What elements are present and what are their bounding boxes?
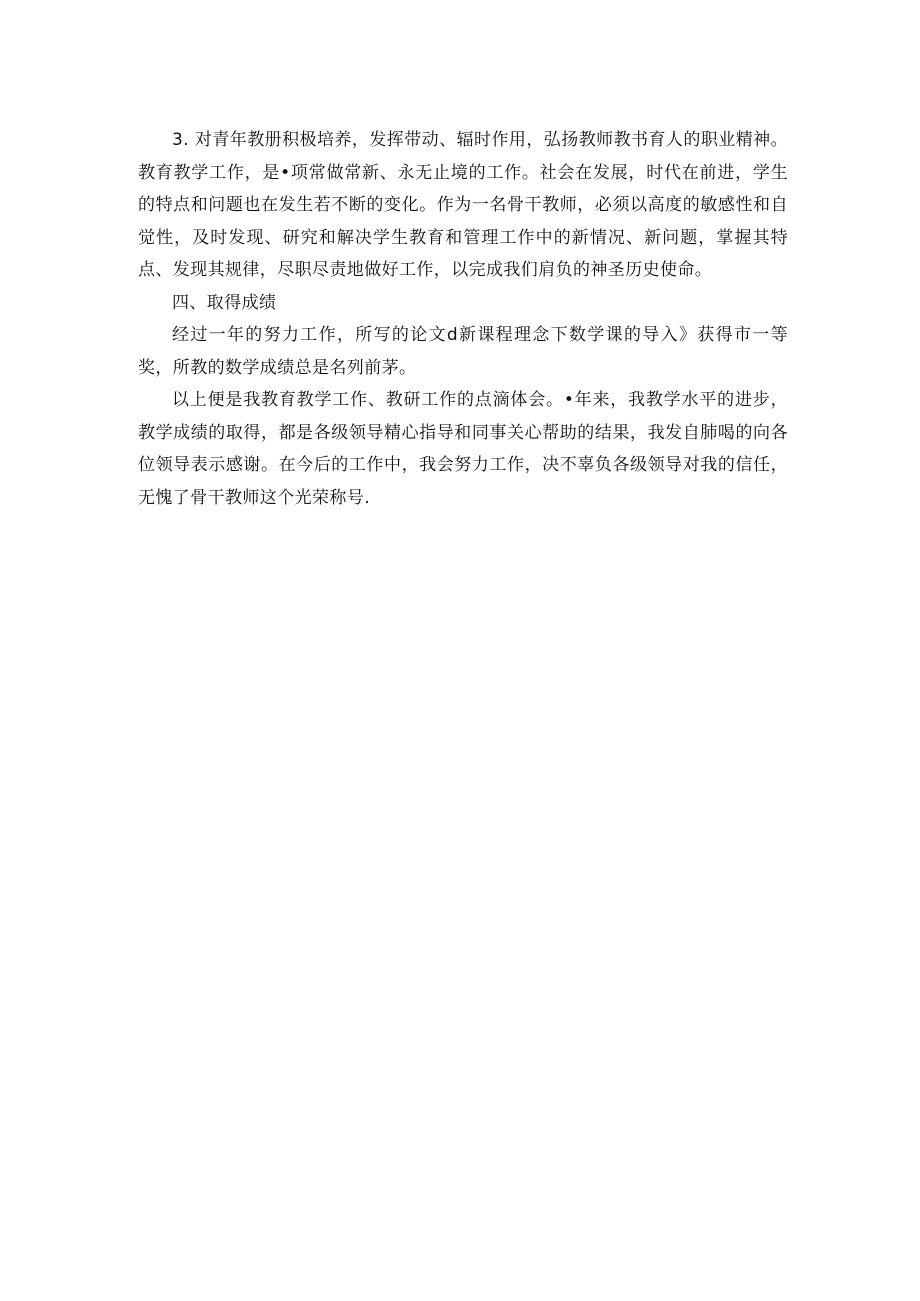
paragraph-item-3-teacher-training: 3. 对青年教册积极培养，发挥带动、辐时作用，弘扬教师教书育人的职业精神。教育教学工作，是•项常做常新、永无止境的工作。社会在发展，时代在前进，学生的特点和问题也在发生若不断的变化。作为一名骨干教师，必须以高度的敏感性和自觉性，及时发现、研究和解决学生教育和管理工作中的新情况、新问题，掌握其特点、发现其规律，尽职尽责地做好工作，以完成我们肩负的神圣历史使命。: [138, 130, 788, 280]
paragraph-achievements: 经过一年的努力工作，所写的论文d新课程理念下数学课的导入》获得市一等奖，所教的数学成绩总是名列前茅。: [138, 325, 788, 378]
document-body: [138, 124, 788, 514]
paragraph-conclusion: 以上便是我教育教学工作、教研工作的点滴体会。•年来，我教学水平的进步，教学成绩的取得，都是各级领导精心指导和同事关心帮助的结果，我发自肺喝的向各位领导表示感谢。在今后的工作中，我会努力工作，决不辜负各级领导对我的信任，无愧了骨干教师这个光荣称号.: [138, 390, 788, 508]
section-heading-achievements: 四、取得成绩: [172, 292, 277, 313]
